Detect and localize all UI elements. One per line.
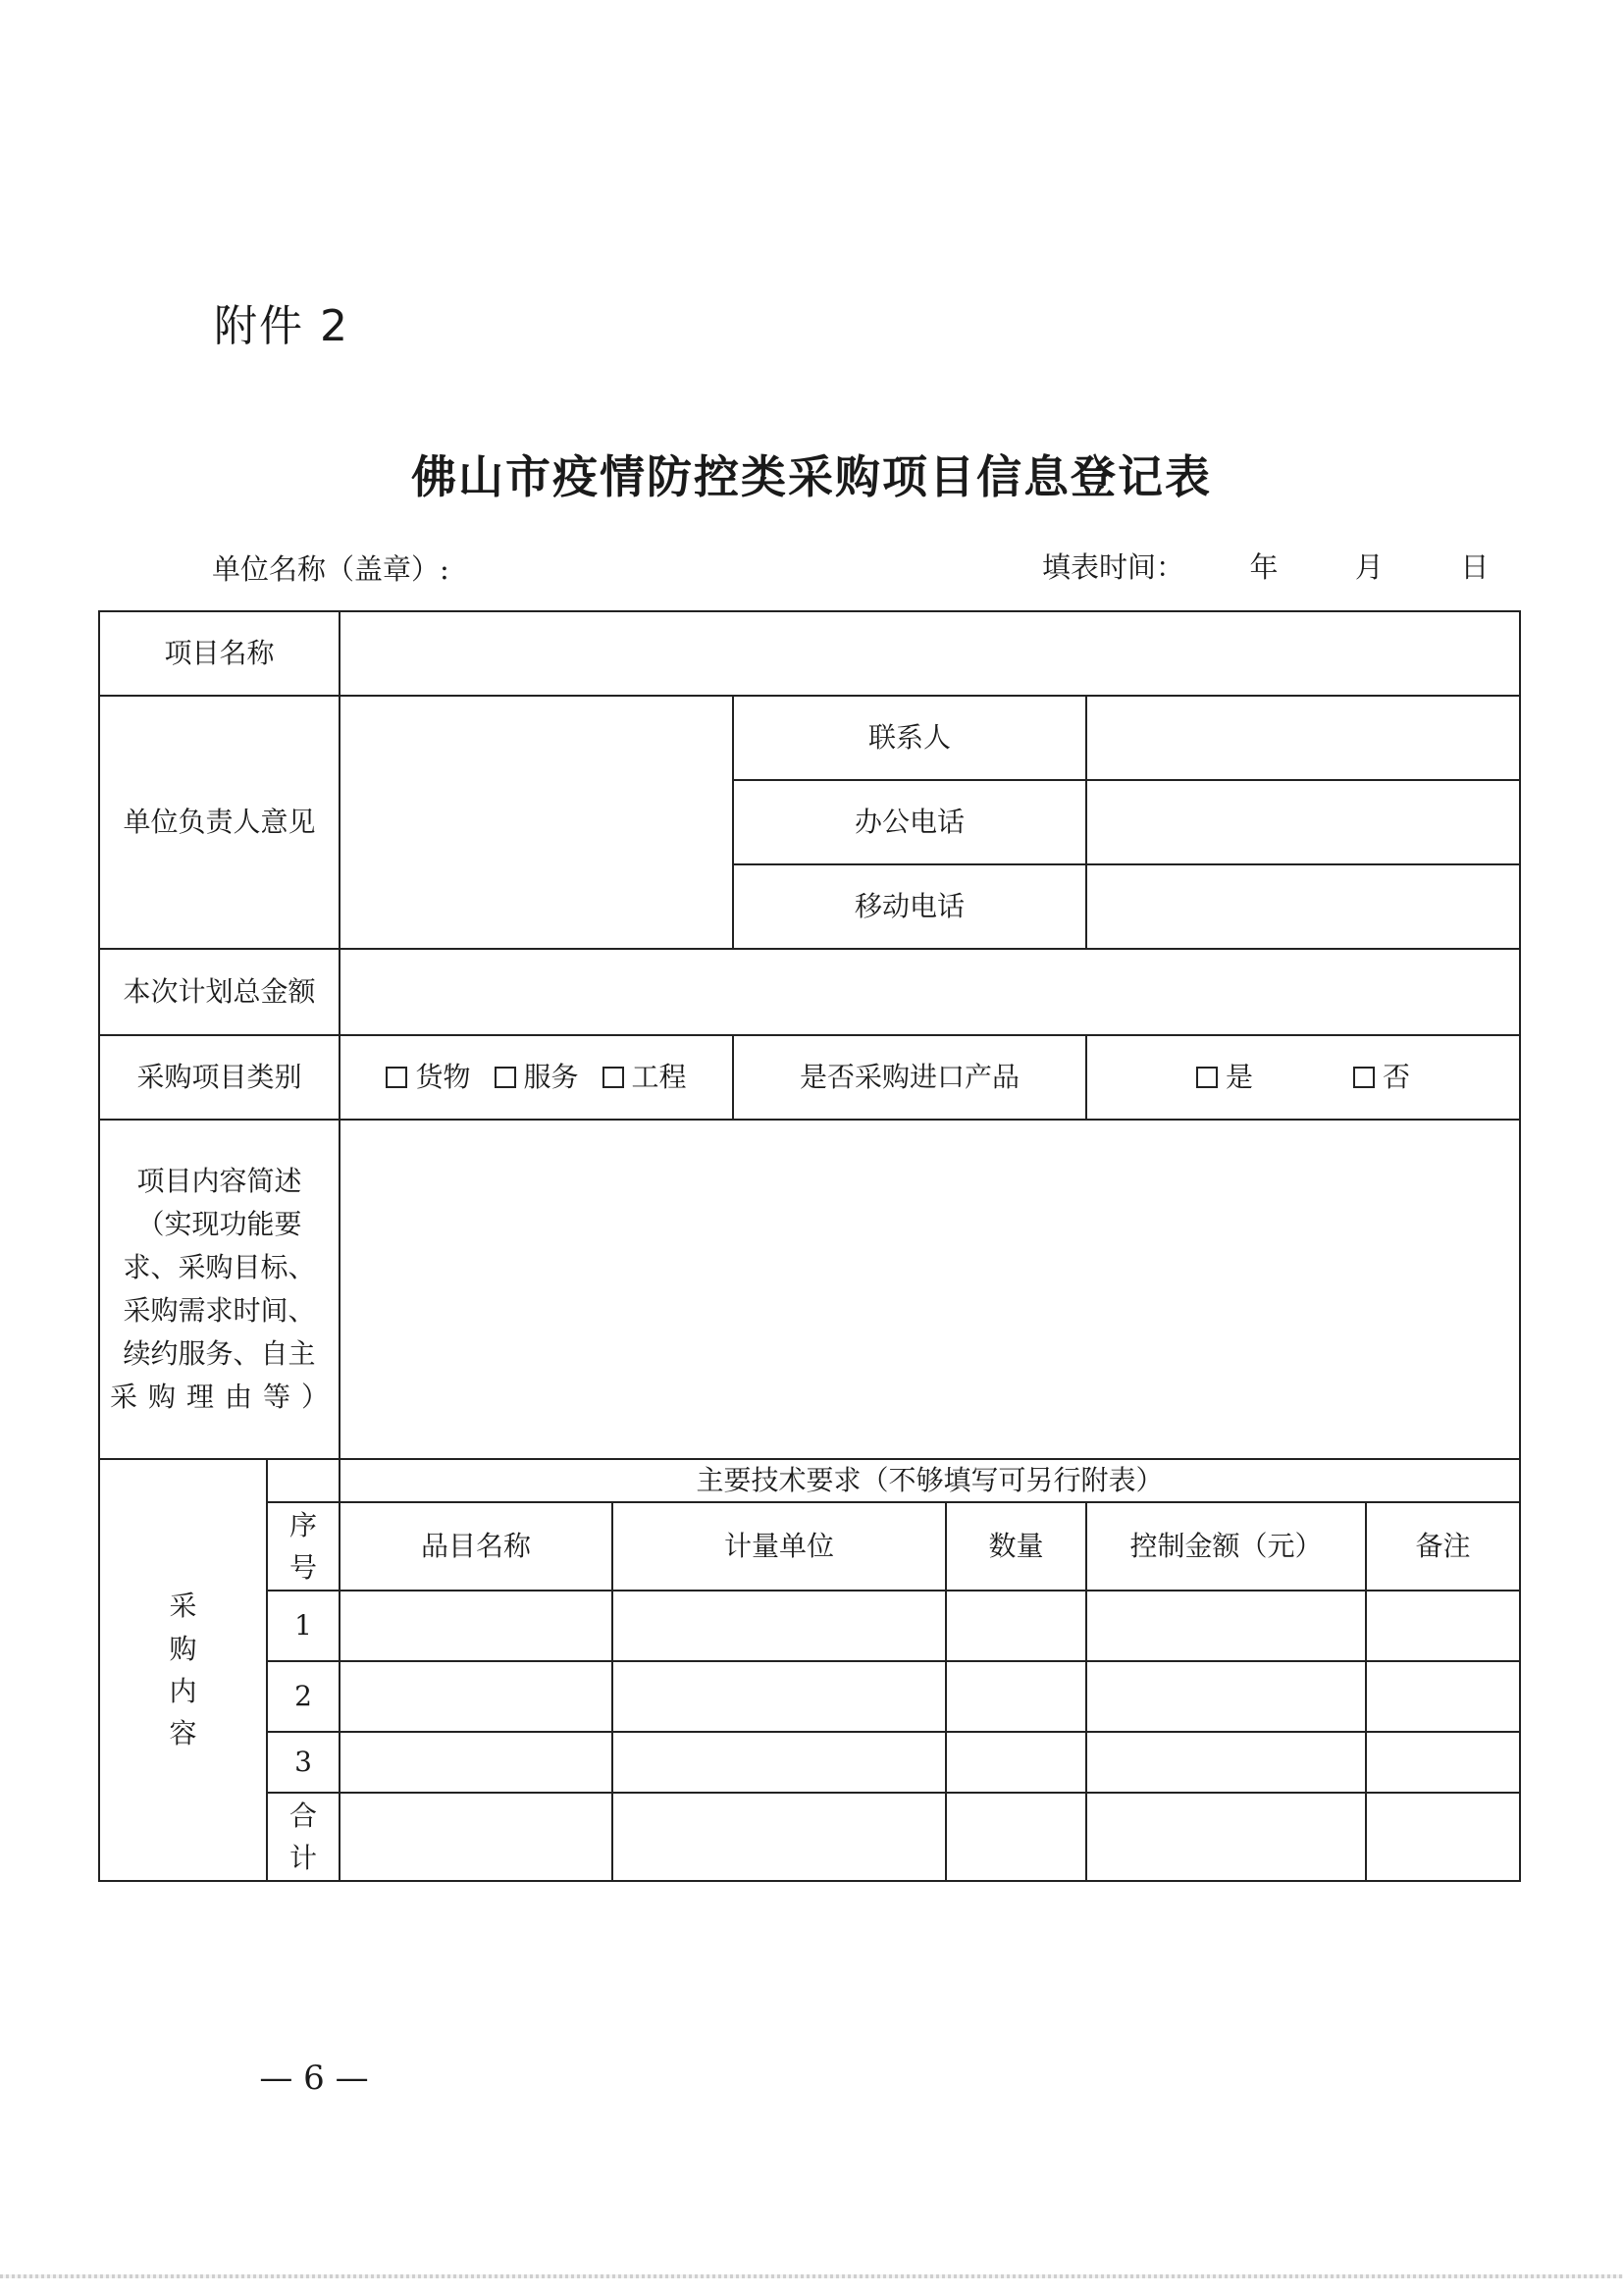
day-label: 日 — [1460, 550, 1490, 584]
item-name-cell[interactable] — [340, 1661, 612, 1732]
category-option-goods[interactable] — [386, 1057, 470, 1098]
control-amount-cell[interactable] — [1086, 1732, 1366, 1793]
fill-date — [1042, 546, 1489, 586]
mobile-phone-label: 移动电话 — [733, 864, 1086, 949]
quantity-cell[interactable] — [946, 1661, 1086, 1732]
unit-head-opinion-field[interactable] — [340, 696, 733, 949]
col-header-item-name: 品目名称 — [340, 1502, 612, 1591]
row-project-name — [99, 611, 1520, 696]
procurement-section-label — [99, 1459, 267, 1881]
total-item-name-cell[interactable] — [340, 1793, 612, 1881]
remarks-cell[interactable] — [1366, 1661, 1520, 1732]
item-name-cell[interactable] — [340, 1591, 612, 1661]
remarks-cell[interactable] — [1366, 1732, 1520, 1793]
row-description — [99, 1120, 1520, 1459]
total-label-cell — [267, 1793, 340, 1881]
category-label: 采购项目类别 — [99, 1035, 340, 1120]
year-label: 年 — [1249, 550, 1279, 584]
col-header-seq-text: 序号 — [289, 1508, 318, 1584]
row-seq: 1 — [267, 1591, 340, 1661]
category-option-works[interactable] — [602, 1057, 687, 1098]
attachment-label: 附件 2 — [214, 301, 349, 351]
row-seq: 2 — [267, 1661, 340, 1732]
quantity-cell[interactable] — [946, 1591, 1086, 1661]
col-header-remarks: 备注 — [1366, 1502, 1520, 1591]
col-header-seq — [267, 1502, 340, 1591]
seq-blank-cell — [267, 1459, 340, 1502]
fill-date-label: 填表时间： — [1042, 550, 1185, 584]
category-options — [340, 1035, 733, 1120]
row-total-amount — [99, 949, 1520, 1035]
table-row — [99, 1661, 1520, 1732]
remarks-cell[interactable] — [1366, 1591, 1520, 1661]
office-phone-field[interactable] — [1086, 780, 1520, 864]
col-header-unit: 计量单位 — [612, 1502, 946, 1591]
scan-edge-divider — [0, 2274, 1623, 2278]
row-contact — [99, 696, 1520, 780]
quantity-cell[interactable] — [946, 1732, 1086, 1793]
mobile-phone-field[interactable] — [1086, 864, 1520, 949]
import-option-yes[interactable] — [1196, 1057, 1253, 1098]
col-header-quantity: 数量 — [946, 1502, 1086, 1591]
col-header-control-amount: 控制金额（元） — [1086, 1502, 1366, 1591]
import-options — [1086, 1035, 1520, 1120]
checkbox-icon — [495, 1067, 516, 1088]
row-seq: 3 — [267, 1732, 340, 1793]
registration-form-table — [98, 610, 1521, 1882]
page-number: — 6 — — [259, 2059, 369, 2098]
project-name-label: 项目名称 — [99, 611, 340, 696]
procurement-section-label-text: 采购内容 — [169, 1590, 197, 1750]
category-option-works-label: 工程 — [631, 1061, 687, 1093]
item-name-cell[interactable] — [340, 1732, 612, 1793]
unit-head-opinion-label: 单位负责人意见 — [99, 696, 340, 949]
row-tech-requirements-header — [99, 1459, 1520, 1502]
unit-cell[interactable] — [612, 1591, 946, 1661]
total-amount-label: 本次计划总金额 — [99, 949, 340, 1035]
tech-requirements-header: 主要技术要求（不够填写可另行附表） — [340, 1459, 1520, 1502]
document-title: 佛山市疫情防控类采购项目信息登记表 — [411, 450, 1212, 503]
category-option-goods-label: 货物 — [415, 1061, 471, 1093]
control-amount-cell[interactable] — [1086, 1591, 1366, 1661]
import-option-yes-label: 是 — [1226, 1061, 1254, 1093]
row-category — [99, 1035, 1520, 1120]
description-field[interactable] — [340, 1120, 1520, 1459]
table-row — [99, 1732, 1520, 1793]
import-option-no-label: 否 — [1383, 1061, 1411, 1093]
unit-cell[interactable] — [612, 1661, 946, 1732]
import-option-no[interactable] — [1353, 1057, 1410, 1098]
table-row — [99, 1591, 1520, 1661]
total-amount-field[interactable] — [340, 949, 1520, 1035]
unit-cell[interactable] — [612, 1732, 946, 1793]
checkbox-icon — [386, 1067, 407, 1088]
row-total — [99, 1793, 1520, 1881]
total-unit-cell[interactable] — [612, 1793, 946, 1881]
control-amount-cell[interactable] — [1086, 1661, 1366, 1732]
row-column-headers — [99, 1502, 1520, 1591]
category-option-services-label: 服务 — [523, 1061, 579, 1093]
total-control-amount-cell[interactable] — [1086, 1793, 1366, 1881]
checkbox-icon — [602, 1067, 624, 1088]
project-name-field[interactable] — [340, 611, 1520, 696]
import-question-label: 是否采购进口产品 — [733, 1035, 1086, 1120]
description-label: 项目内容简述（实现功能要求、采购目标、采购需求时间、续约服务、自主采购理由等） — [99, 1120, 340, 1459]
checkbox-icon — [1353, 1067, 1375, 1088]
contact-person-field[interactable] — [1086, 696, 1520, 780]
total-remarks-cell[interactable] — [1366, 1793, 1520, 1881]
checkbox-icon — [1196, 1067, 1218, 1088]
office-phone-label: 办公电话 — [733, 780, 1086, 864]
category-option-services[interactable] — [495, 1057, 579, 1098]
total-label: 合计 — [289, 1799, 318, 1874]
total-quantity-cell[interactable] — [946, 1793, 1086, 1881]
contact-person-label: 联系人 — [733, 696, 1086, 780]
unit-name-label: 单位名称（盖章）: — [212, 552, 449, 586]
month-label: 月 — [1354, 550, 1384, 584]
